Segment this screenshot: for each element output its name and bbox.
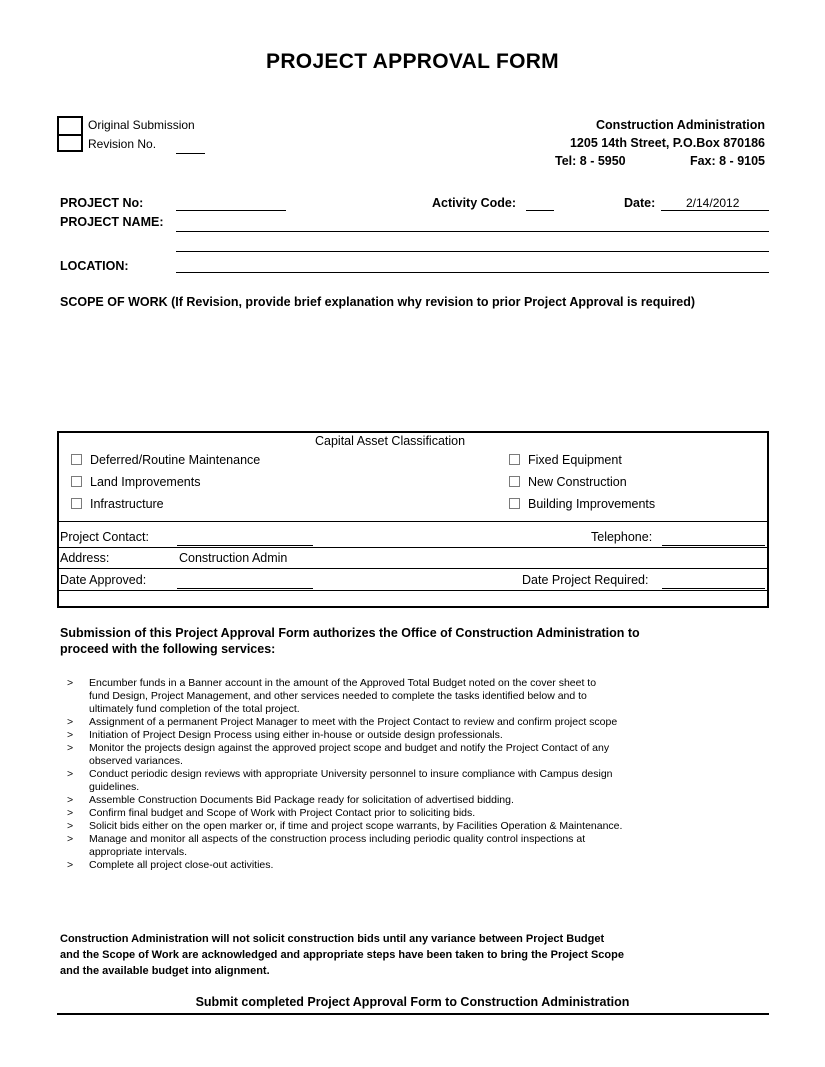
submit-instruction: Submit completed Project Approval Form to Construction Administration [195,995,630,1009]
service-text [89,677,739,716]
option-land-improvements[interactable]: Land Improvements [71,475,200,489]
project-name-field-line-2[interactable] [176,251,769,252]
service-text-line: Solicit bids either on the open marker or, if time and project scope warrants, by Facilities Operation & Maintenance. [89,820,623,832]
service-text-line: Conduct periodic design reviews with appropriate University personnel to insure compliance with Campus design [89,768,613,780]
telephone-label: Telephone: [591,530,653,544]
service-text-line: appropriate intervals. [89,846,188,858]
service-item [67,716,767,729]
checkbox-icon[interactable] [71,498,82,509]
service-text [89,729,739,742]
office-address: 1205 14th Street, P.O.Box 870186 [569,136,765,150]
checkbox-icon[interactable] [71,454,82,465]
service-item [67,729,767,742]
office-fax: Fax: 8 - 9105 [689,154,765,168]
service-text-line: Monitor the projects design against the approved project scope and budget and notify the Project Contact of any [89,742,610,754]
scope-of-work-label: SCOPE OF WORK (If Revision, provide brief explanation why revision to prior Project Approval is required) [60,295,696,309]
service-text-line: Confirm final budget and Scope of Work with Project Contact prior to soliciting bids. [89,807,476,819]
service-text-line: Assemble Construction Documents Bid Package ready for solicitation of advertised bidding. [89,794,514,806]
revision-no-field[interactable] [176,153,205,154]
service-text [89,794,739,807]
project-name-field[interactable] [176,231,769,232]
scope-of-work-area[interactable] [60,316,769,424]
office-tel: Tel: 8 - 5950 [555,154,626,168]
service-text [89,768,739,794]
service-text-line: Assignment of a permanent Project Manager to meet with the Project Contact to review and confirm project scope [89,716,618,728]
activity-code-field[interactable] [526,210,554,211]
bullet-marker: > [67,794,74,806]
date-field-underline [661,210,769,211]
location-field[interactable] [176,272,769,273]
project-name-label: PROJECT NAME: [60,215,164,229]
service-text-line: ultimately fund completion of the total project. [89,703,300,715]
date-value[interactable]: 2/14/2012 [686,196,740,210]
service-text [89,807,739,820]
revision-no-label: Revision No. [88,137,157,151]
divider [59,568,767,569]
service-item [67,820,767,833]
bullet-marker: > [67,716,74,728]
option-infrastructure[interactable]: Infrastructure [71,497,164,511]
capital-asset-classification-box [57,431,769,608]
checkbox-icon[interactable] [509,498,520,509]
option-deferred-routine-maintenance[interactable]: Deferred/Routine Maintenance [71,453,260,467]
divider [59,521,767,522]
option-building-improvements[interactable]: Building Improvements [509,497,655,511]
service-text-line: observed variances. [89,755,183,767]
classification-title: Capital Asset Classification [315,434,466,448]
service-text-line: Encumber funds in a Banner account in the amount of the Approved Total Budget noted on the cover sheet to [89,677,597,689]
service-text-line: Initiation of Project Design Process using either in-house or outside design professionals. [89,729,503,741]
service-text [89,742,739,768]
bidding-notice: Construction Administration will not solicit construction bids until any variance between Project Budget and the Scope of Work are acknowledged and appropriate steps have been taken to bring the Project Scope and the available budget into alignment. [60,933,624,977]
service-text [89,716,739,729]
service-item [67,833,767,859]
project-contact-field[interactable] [177,545,313,546]
bullet-marker: > [67,729,74,741]
date-approved-field[interactable] [177,588,313,589]
submission-checkbox-group[interactable] [57,116,83,152]
service-item [67,859,767,872]
project-no-label: PROJECT No: [60,196,144,210]
service-text [89,820,739,833]
date-label: Date: [624,196,656,210]
service-text-line: guidelines. [89,781,140,793]
service-text-line: Manage and monitor all aspects of the construction process including periodic quality control inspections at [89,833,586,845]
service-item [67,742,767,768]
divider [59,590,767,591]
checkbox-icon[interactable] [509,476,520,487]
office-name: Construction Administration [596,118,765,132]
bullet-marker: > [67,768,74,780]
date-project-required-field[interactable] [662,588,765,589]
divider [59,547,767,548]
option-fixed-equipment[interactable]: Fixed Equipment [509,453,622,467]
original-submission-label: Original Submission [88,118,195,132]
address-label: Address: [60,551,110,565]
option-new-construction[interactable]: New Construction [509,475,627,489]
checkbox-icon[interactable] [71,476,82,487]
project-no-field[interactable] [176,210,286,211]
address-value[interactable]: Construction Admin [179,551,288,565]
service-item [67,807,767,820]
date-project-required-label: Date Project Required: [522,573,649,587]
bullet-marker: > [67,807,74,819]
service-text-line: fund Design, Project Management, and other services needed to complete the tasks identified below and to [89,690,587,702]
service-item [67,677,767,716]
bullet-marker: > [67,859,74,871]
date-approved-label: Date Approved: [60,573,147,587]
project-contact-label: Project Contact: [60,530,149,544]
service-item [67,768,767,794]
service-item [67,794,767,807]
page-title: PROJECT APPROVAL FORM [266,50,559,73]
services-heading: Submission of this Project Approval Form authorizes the Office of Construction Administration to proceed with the following services: [60,626,640,656]
location-label: LOCATION: [60,259,129,273]
activity-code-label: Activity Code: [432,196,517,210]
checkbox-icon[interactable] [509,454,520,465]
service-text-line: Complete all project close-out activities. [89,859,274,871]
bullet-marker: > [67,742,74,754]
bullet-marker: > [67,833,74,845]
telephone-field[interactable] [662,545,765,546]
service-text [89,859,739,872]
footer-rule [57,1013,769,1015]
service-text [89,833,739,859]
bullet-marker: > [67,820,74,832]
bullet-marker: > [67,677,74,689]
